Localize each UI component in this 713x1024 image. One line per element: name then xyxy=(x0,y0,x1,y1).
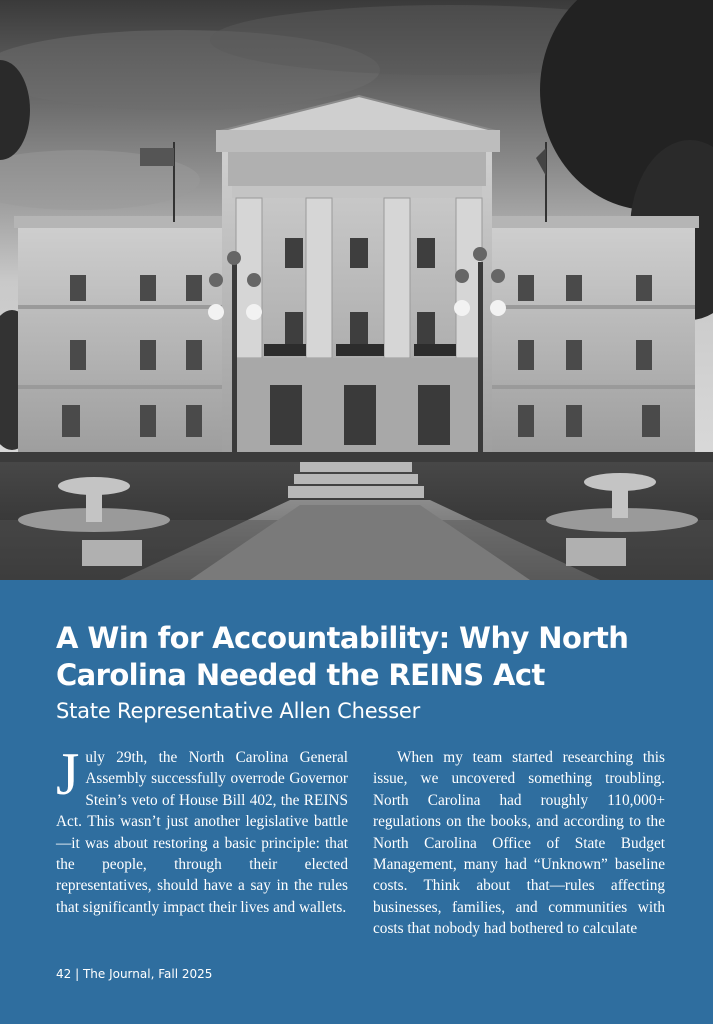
article-column-right xyxy=(373,747,665,940)
article-byline: State Representative Allen Chesser xyxy=(56,699,421,723)
article-column-left xyxy=(56,741,348,918)
article-body xyxy=(0,580,713,1024)
right-column-text: When my team started researching this issue, we uncovered something troubling. North Carolina had roughly 110,000+ regulations on the books, and according to the North Carolina Office of State Budget Management, many had “Unknown” baseline costs. Think about that—rules affecting businesses, families, and communities with costs that nobody had bothered to calculate xyxy=(373,749,665,938)
page-footer: 42 | The Journal, Fall 2025 xyxy=(56,967,213,981)
article-headline: A Win for Accountability: Why North Carolina Needed the REINS Act xyxy=(56,621,629,692)
drop-cap: J xyxy=(56,741,80,807)
left-column-text: uly 29th, the North Carolina General Assembly successfully overrode Governor Stein’s veto of House Bill 402, the REINS Act. This wasn’t just another legislative battle—it was about restoring a basic principle: that the people, through their elected representatives, should have a say in the rules that significantly impact their lives and wallets. xyxy=(56,749,348,916)
